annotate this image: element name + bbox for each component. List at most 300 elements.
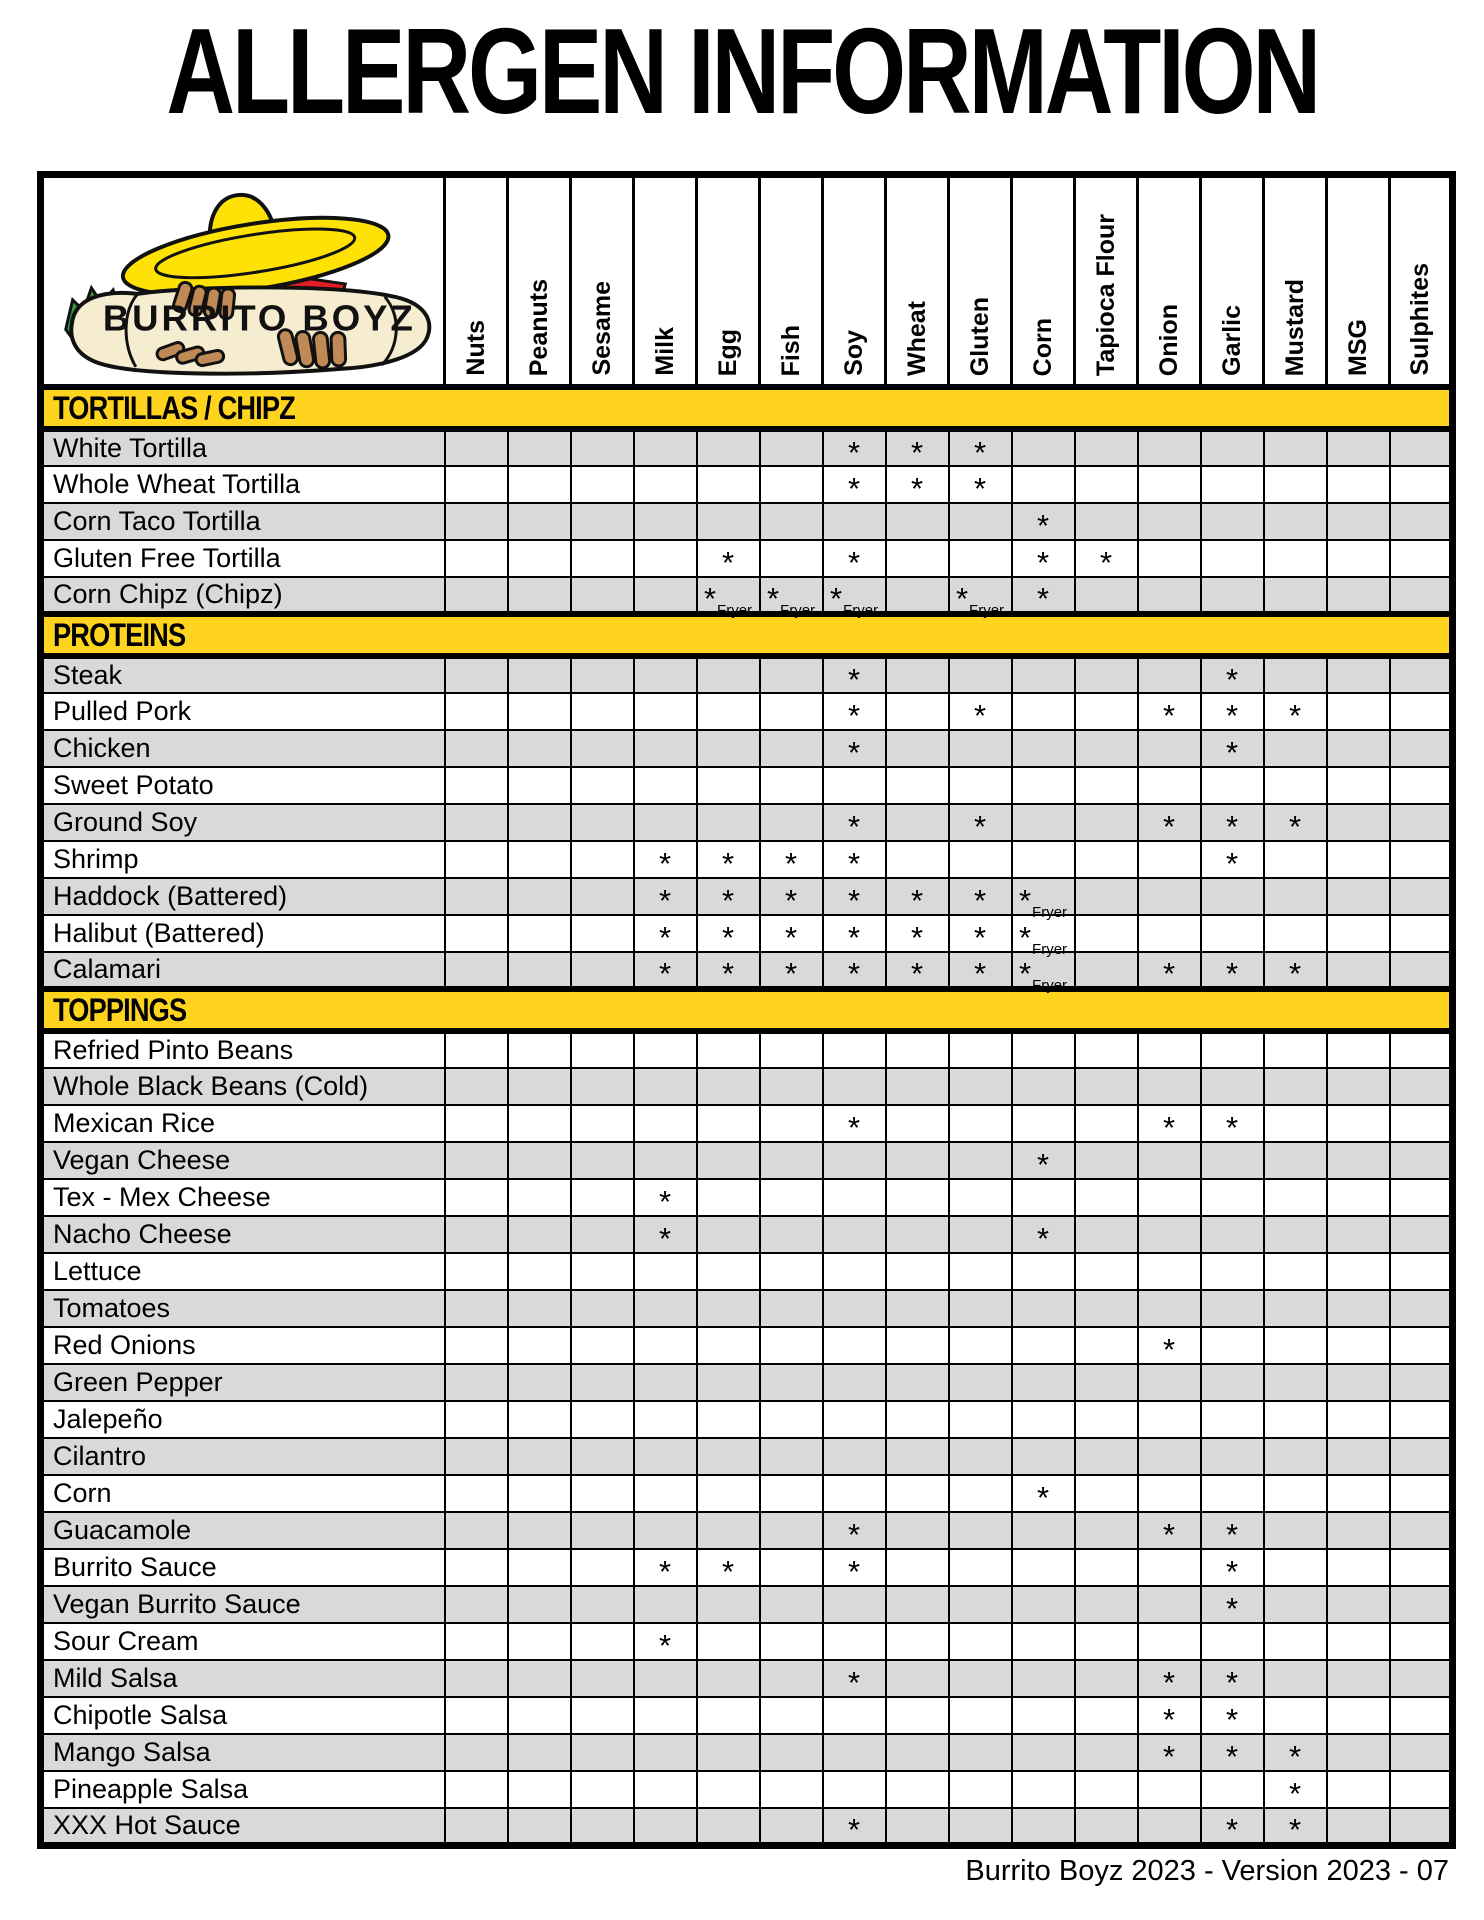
allergen-mark-onion [1138,1586,1201,1623]
allergen-mark-sulphites [1390,1105,1453,1142]
allergen-mark-fish [760,429,823,466]
column-header-garlic [1201,175,1264,388]
allergen-mark-peanuts [508,1549,571,1586]
allergen-mark-fish [760,841,823,881]
allergen-mark-milk [634,540,697,577]
allergen-mark-msg [1327,1031,1390,1068]
food-row-sour-cream [41,1623,1453,1660]
allergen-mark-sulphites [1390,656,1453,693]
asterisk-mark: * [847,846,861,881]
allergen-mark-wheat [886,1031,949,1068]
allergen-mark-peanuts [508,1438,571,1475]
asterisk-mark: * [1162,1665,1176,1700]
allergen-mark-garlic [1201,841,1264,881]
allergen-mark-wheat [886,1475,949,1512]
allergen-mark-corn [1012,767,1075,804]
allergen-mark-sesame [571,1660,634,1697]
column-header-sesame [571,175,634,388]
allergen-mark-corn [1012,1401,1075,1438]
allergen-mark-nuts [445,915,508,952]
allergen-mark-onion [1138,1512,1201,1552]
asterisk-mark: * [1036,1147,1050,1182]
allergen-mark-onion [1138,841,1201,878]
fryer-note: Fryer [1032,941,1068,958]
allergen-mark-nuts [445,952,508,989]
allergen-mark-corn [1012,1290,1075,1327]
section-header-toppings [41,989,1453,1031]
allergen-mark-garlic [1201,1401,1264,1438]
allergen-mark-corn [1012,1364,1075,1401]
allergen-mark-sulphites [1390,767,1453,804]
allergen-mark-gluten [949,429,1012,470]
food-name: White Tortilla [41,429,445,466]
allergen-mark-milk [634,767,697,804]
food-row-shrimp [41,841,1453,878]
allergen-mark-peanuts [508,466,571,503]
allergen-mark-mustard [1264,1475,1327,1512]
allergen-mark-milk [634,1253,697,1290]
allergen-mark-egg [697,804,760,841]
allergen-mark-soy [823,693,886,733]
footer-text: Burrito Boyz 2023 - Version 2023 - 07 [965,1855,1449,1887]
header-row [41,175,1453,388]
food-name: Corn Taco Tortilla [41,503,445,540]
allergen-mark-peanuts [508,1105,571,1142]
allergen-mark-sesame [571,767,634,804]
allergen-mark-sesame [571,1216,634,1253]
allergen-mark-sesame [571,1068,634,1105]
asterisk-mark: * [1162,1739,1176,1774]
allergen-mark-tapioca-flour [1075,429,1138,466]
page-title [0,3,1484,139]
allergen-mark-nuts [445,1327,508,1364]
asterisk-mark: * [1225,1110,1239,1145]
allergen-mark-sulphites [1390,952,1453,989]
allergen-mark-egg [697,656,760,693]
allergen-mark-garlic [1201,693,1264,733]
allergen-mark-peanuts [508,540,571,577]
allergen-mark-wheat [886,915,949,955]
asterisk-mark: * [766,581,780,616]
allergen-mark-nuts [445,429,508,466]
allergen-mark-msg [1327,1623,1390,1660]
allergen-mark-wheat [886,1586,949,1623]
food-name: Tex - Mex Cheese [41,1179,445,1216]
allergen-mark-mustard [1264,1734,1327,1774]
allergen-mark-msg [1327,1105,1390,1142]
allergen-mark-sulphites [1390,503,1453,540]
allergen-mark-corn [1012,1475,1075,1515]
allergen-mark-msg [1327,1216,1390,1253]
allergen-mark-peanuts [508,1586,571,1623]
allergen-mark-fish [760,1771,823,1808]
allergen-mark-sulphites [1390,1549,1453,1586]
food-name: Halibut (Battered) [41,915,445,952]
allergen-mark-fish [760,1216,823,1253]
allergen-mark-egg [697,915,760,955]
allergen-mark-mustard [1264,1697,1327,1734]
food-name: Pulled Pork [41,693,445,730]
allergen-mark-nuts [445,1179,508,1216]
food-row-haddock-battered [41,878,1453,915]
allergen-mark-garlic [1201,1697,1264,1737]
asterisk-mark: * [658,1184,672,1219]
allergen-mark-egg [697,1438,760,1475]
food-name: Steak [41,656,445,693]
allergen-mark-fish [760,577,823,619]
allergen-mark-wheat [886,1438,949,1475]
allergen-mark-milk [634,1549,697,1589]
allergen-mark-mustard [1264,1253,1327,1290]
allergen-mark-egg [697,540,760,580]
allergen-mark-tapioca-flour [1075,915,1138,952]
allergen-mark-onion [1138,656,1201,693]
allergen-mark-gluten [949,804,1012,844]
allergen-mark-onion [1138,1623,1201,1660]
food-row-chicken [41,730,1453,767]
allergen-mark-corn [1012,1179,1075,1216]
asterisk-mark: * [973,435,987,470]
allergen-mark-garlic [1201,1031,1264,1068]
allergen-mark-gluten [949,1660,1012,1697]
allergen-mark-wheat [886,730,949,767]
section-band [41,614,1453,656]
allergen-mark-fish [760,693,823,730]
allergen-mark-wheat [886,1734,949,1771]
asterisk-mark: * [1225,662,1239,697]
allergen-mark-fish [760,656,823,693]
allergen-mark-egg [697,1253,760,1290]
allergen-mark-fish [760,1660,823,1697]
allergen-mark-fish [760,915,823,955]
allergen-mark-soy [823,1364,886,1401]
allergen-mark-onion [1138,503,1201,540]
allergen-mark-peanuts [508,1364,571,1401]
allergen-mark-sulphites [1390,466,1453,503]
asterisk-mark: * [847,471,861,506]
allergen-mark-sesame [571,656,634,693]
allergen-mark-mustard [1264,1327,1327,1364]
allergen-mark-tapioca-flour [1075,1623,1138,1660]
allergen-mark-egg [697,1364,760,1401]
allergen-mark-sulphites [1390,1031,1453,1068]
allergen-mark-egg [697,767,760,804]
allergen-mark-milk [634,693,697,730]
column-label: Tapioca Flour [1091,213,1120,376]
allergen-mark-msg [1327,1438,1390,1475]
allergen-mark-msg [1327,1068,1390,1105]
allergen-mark-gluten [949,1549,1012,1586]
asterisk-mark: * [1225,956,1239,991]
asterisk-mark: * [1225,1517,1239,1552]
allergen-mark-soy [823,952,886,989]
allergen-mark-egg [697,503,760,540]
food-name: Cilantro [41,1438,445,1475]
allergen-mark-soy [823,878,886,918]
allergen-mark-nuts [445,1697,508,1734]
allergen-mark-garlic [1201,577,1264,614]
allergen-mark-egg [697,1475,760,1512]
allergen-mark-egg [697,1327,760,1364]
food-row-cilantro [41,1438,1453,1475]
allergen-mark-sesame [571,1253,634,1290]
allergen-mark-fish [760,1438,823,1475]
food-row-refried-pinto-beans [41,1031,1453,1068]
allergen-mark-gluten [949,841,1012,878]
allergen-mark-gluten [949,1327,1012,1364]
allergen-mark-gluten [949,1475,1012,1512]
allergen-mark-corn [1012,1771,1075,1808]
allergen-mark-nuts [445,1031,508,1068]
allergen-mark-egg [697,1549,760,1589]
allergen-mark-peanuts [508,1179,571,1216]
asterisk-mark: * [1036,1221,1050,1256]
allergen-mark-corn [1012,1142,1075,1182]
allergen-mark-sulphites [1390,1512,1453,1549]
allergen-mark-onion [1138,693,1201,733]
allergen-mark-fish [760,1734,823,1771]
asterisk-mark: * [847,809,861,844]
allergen-mark-msg [1327,1364,1390,1401]
allergen-mark-sesame [571,1771,634,1808]
allergen-mark-egg [697,1179,760,1216]
asterisk-mark: * [910,956,924,991]
allergen-mark-msg [1327,730,1390,767]
allergen-mark-sesame [571,1475,634,1512]
allergen-mark-fish [760,1623,823,1660]
food-row-xxx-hot-sauce [41,1808,1453,1845]
allergen-mark-onion [1138,1142,1201,1179]
allergen-mark-corn [1012,429,1075,466]
allergen-mark-milk [634,1697,697,1734]
asterisk-mark: * [658,1628,672,1663]
allergen-mark-msg [1327,915,1390,952]
allergen-mark-nuts [445,841,508,878]
allergen-mark-peanuts [508,1031,571,1068]
allergen-mark-corn [1012,1586,1075,1623]
asterisk-mark: * [973,698,987,733]
allergen-mark-sesame [571,540,634,577]
allergen-mark-soy [823,1031,886,1068]
allergen-mark-nuts [445,1401,508,1438]
allergen-mark-sulphites [1390,841,1453,878]
allergen-mark-garlic [1201,1068,1264,1105]
allergen-mark-gluten [949,540,1012,577]
allergen-mark-sesame [571,1327,634,1364]
allergen-mark-sulphites [1390,693,1453,730]
allergen-mark-soy [823,577,886,619]
allergen-mark-garlic [1201,1438,1264,1475]
allergen-mark-gluten [949,1216,1012,1253]
allergen-mark-mustard [1264,656,1327,693]
allergen-mark-fish [760,1697,823,1734]
allergen-mark-fish [760,1105,823,1142]
asterisk-mark: * [1225,1665,1239,1700]
allergen-mark-egg [697,1808,760,1845]
allergen-mark-peanuts [508,1808,571,1845]
allergen-mark-gluten [949,1771,1012,1808]
allergen-mark-corn [1012,841,1075,878]
allergen-mark-fish [760,1031,823,1068]
asterisk-mark: * [721,883,735,918]
allergen-mark-msg [1327,1327,1390,1364]
allergen-mark-msg [1327,656,1390,693]
allergen-mark-garlic [1201,1734,1264,1774]
allergen-mark-tapioca-flour [1075,656,1138,693]
allergen-mark-garlic [1201,1105,1264,1145]
column-header-peanuts [508,175,571,388]
allergen-mark-tapioca-flour [1075,1401,1138,1438]
allergen-mark-wheat [886,577,949,614]
allergen-mark-sesame [571,804,634,841]
allergen-mark-onion [1138,1179,1201,1216]
food-row-halibut-battered [41,915,1453,952]
allergen-mark-tapioca-flour [1075,1734,1138,1771]
allergen-mark-peanuts [508,1142,571,1179]
asterisk-mark: * [1162,1517,1176,1552]
allergen-mark-garlic [1201,1179,1264,1216]
allergen-mark-wheat [886,1364,949,1401]
asterisk-mark: * [658,846,672,881]
allergen-mark-sesame [571,1105,634,1142]
fryer-note: Fryer [1032,977,1068,994]
allergen-mark-mustard [1264,841,1327,878]
allergen-mark-garlic [1201,1364,1264,1401]
allergen-mark-msg [1327,540,1390,577]
allergen-mark-nuts [445,878,508,915]
allergen-mark-msg [1327,1142,1390,1179]
allergen-mark-gluten [949,1623,1012,1660]
allergen-mark-onion [1138,1549,1201,1586]
allergen-mark-gluten [949,878,1012,918]
allergen-mark-peanuts [508,656,571,693]
column-header-fish [760,175,823,388]
asterisk-mark: * [847,698,861,733]
allergen-mark-corn [1012,1697,1075,1734]
allergen-mark-egg [697,878,760,918]
allergen-mark-corn [1012,577,1075,614]
asterisk-mark: * [1162,1110,1176,1145]
allergen-mark-gluten [949,1105,1012,1142]
allergen-mark-soy [823,466,886,506]
food-name: Haddock (Battered) [41,878,445,915]
allergen-mark-sesame [571,693,634,730]
allergen-mark-tapioca-flour [1075,952,1138,989]
allergen-mark-garlic [1201,1549,1264,1589]
page-title-text: ALLERGEN INFORMATION [166,3,1318,139]
allergen-mark-corn [1012,1438,1075,1475]
allergen-mark-sulphites [1390,1290,1453,1327]
allergen-mark-soy [823,1697,886,1734]
allergen-mark-tapioca-flour [1075,1660,1138,1697]
allergen-mark-peanuts [508,1327,571,1364]
allergen-mark-peanuts [508,577,571,614]
asterisk-mark: * [658,1554,672,1589]
allergen-mark-egg [697,1290,760,1327]
food-row-corn-taco-tortilla [41,503,1453,540]
allergen-mark-sesame [571,952,634,989]
allergen-mark-milk [634,1808,697,1845]
food-row-vegan-burrito-sauce [41,1586,1453,1623]
asterisk-mark: * [829,581,843,616]
allergen-mark-mustard [1264,1068,1327,1105]
allergen-mark-egg [697,841,760,881]
allergen-mark-garlic [1201,1253,1264,1290]
asterisk-mark: * [910,435,924,470]
asterisk-mark: * [847,956,861,991]
allergen-mark-wheat [886,429,949,470]
asterisk-mark: * [847,662,861,697]
allergen-mark-peanuts [508,1734,571,1771]
burrito-boyz-logo [44,178,443,384]
allergen-mark-corn [1012,1734,1075,1771]
asterisk-mark: * [1288,1776,1302,1811]
asterisk-mark: * [1018,956,1032,991]
allergen-mark-fish [760,730,823,767]
column-label: Sesame [587,281,616,376]
allergen-mark-milk [634,915,697,955]
column-label: Onion [1154,303,1183,376]
allergen-mark-gluten [949,1697,1012,1734]
allergen-mark-onion [1138,1216,1201,1253]
allergen-mark-mustard [1264,1364,1327,1401]
asterisk-mark: * [847,920,861,955]
allergen-mark-gluten [949,466,1012,506]
allergen-mark-corn [1012,466,1075,503]
column-label: Garlic [1217,305,1246,376]
allergen-mark-soy [823,1475,886,1512]
allergen-mark-milk [634,1586,697,1623]
allergen-mark-nuts [445,540,508,577]
allergen-mark-wheat [886,503,949,540]
allergen-mark-garlic [1201,1660,1264,1700]
asterisk-mark: * [658,920,672,955]
allergen-mark-mustard [1264,1031,1327,1068]
asterisk-mark: * [721,545,735,580]
allergen-mark-gluten [949,693,1012,733]
food-row-guacamole [41,1512,1453,1549]
allergen-mark-soy [823,503,886,540]
allergen-mark-milk [634,1623,697,1663]
allergen-mark-fish [760,1290,823,1327]
asterisk-mark: * [910,883,924,918]
column-header-corn [1012,175,1075,388]
asterisk-mark: * [658,883,672,918]
allergen-mark-soy [823,1734,886,1771]
allergen-mark-milk [634,1512,697,1549]
allergen-mark-fish [760,1253,823,1290]
column-header-soy [823,175,886,388]
allergen-mark-milk [634,878,697,918]
allergen-mark-garlic [1201,1216,1264,1253]
allergen-mark-tapioca-flour [1075,466,1138,503]
allergen-mark-fish [760,540,823,577]
asterisk-mark: * [910,920,924,955]
allergen-mark-mustard [1264,1401,1327,1438]
allergen-mark-fish [760,1364,823,1401]
allergen-mark-sulphites [1390,1216,1453,1253]
logo-cell [41,175,445,388]
allergen-mark-wheat [886,878,949,918]
allergen-mark-nuts [445,1216,508,1253]
allergen-mark-tapioca-flour [1075,1364,1138,1401]
asterisk-mark: * [1036,545,1050,580]
allergen-mark-mustard [1264,1179,1327,1216]
allergen-mark-nuts [445,1438,508,1475]
food-row-white-tortilla [41,429,1453,466]
allergen-mark-egg [697,693,760,730]
allergen-mark-wheat [886,466,949,506]
